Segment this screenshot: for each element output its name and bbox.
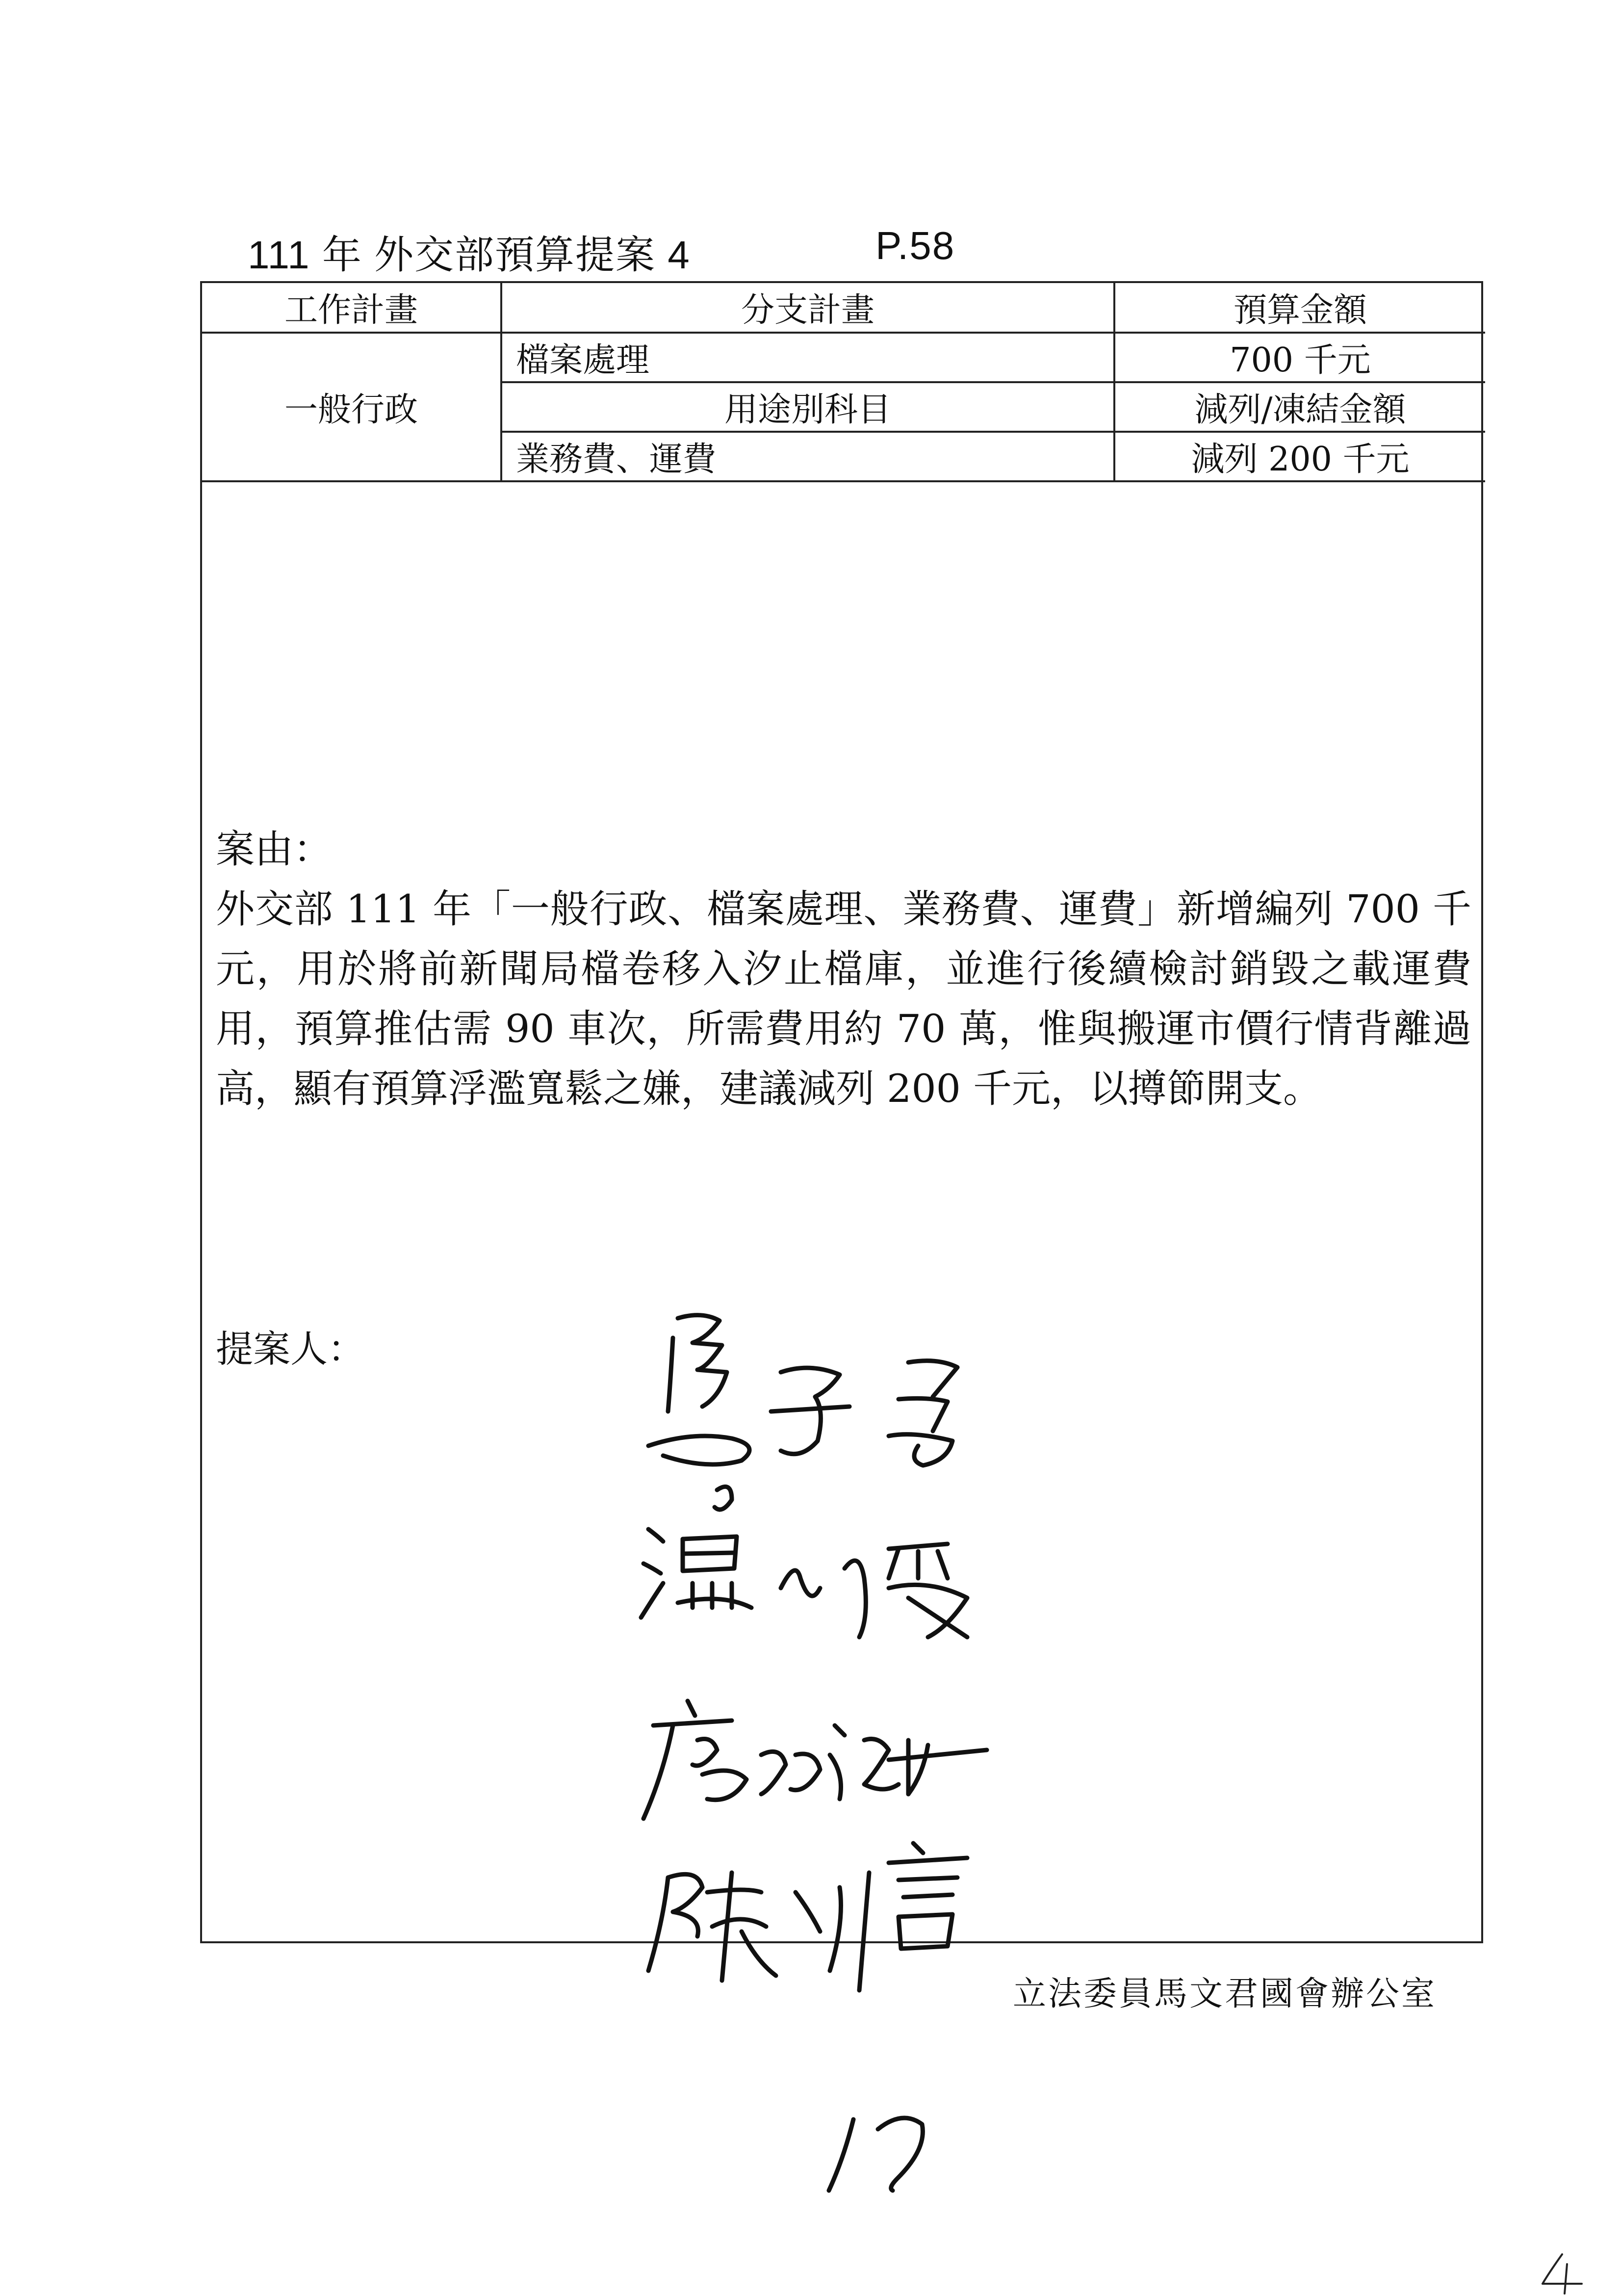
proposal-frame — [200, 281, 1483, 1943]
work-plan-value: 一般行政 — [202, 333, 501, 481]
subject-header: 用途別科目 — [501, 382, 1114, 432]
header-budget-amount: 預算金額 — [1114, 283, 1485, 333]
branch-plan-value: 檔案處理 — [501, 333, 1114, 382]
signatures — [634, 1284, 1271, 2010]
signature-4 — [648, 1843, 967, 1990]
document-title — [248, 223, 955, 280]
budget-table — [202, 283, 1485, 482]
handwritten-page-number — [824, 2105, 942, 2203]
budget-value: 700 千元 — [1114, 333, 1485, 382]
office-name: 立法委員馬文君國會辦公室 — [1013, 1975, 1437, 2013]
signature-2 — [641, 1529, 967, 1637]
reason-section — [216, 819, 1471, 1119]
signature-1 — [648, 1315, 957, 1510]
proposer-label: 提案人： — [216, 1327, 365, 1371]
reason-body: 外交部 111 年「一般行政、檔案處理、業務費、運費」新增編列 700 千元，用於將前新聞局檔卷移入汐止檔庫，並進行後續檢討銷毀之載運費用，預算推估需 90 車次，所需費用約 70 萬，惟與搬運市價行情背離過高，顯有預算浮濫寬鬆之嫌，建議減列 200 千元，以撙節開支。 — [216, 887, 1471, 1111]
corner-mark — [1535, 2247, 1594, 2296]
cut-value: 減列 200 千元 — [1114, 432, 1485, 481]
header-branch-plan: 分支計畫 — [501, 283, 1114, 333]
page-reference: P.58 — [875, 224, 955, 267]
signature-3 — [643, 1701, 987, 1819]
header-work-plan: 工作計畫 — [202, 283, 501, 333]
reason-label: 案由： — [216, 827, 332, 872]
title-text: 111 年 外交部預算提案 4 — [248, 233, 691, 277]
cut-header: 減列/凍結金額 — [1114, 382, 1485, 432]
subject-value: 業務費、運費 — [501, 432, 1114, 481]
